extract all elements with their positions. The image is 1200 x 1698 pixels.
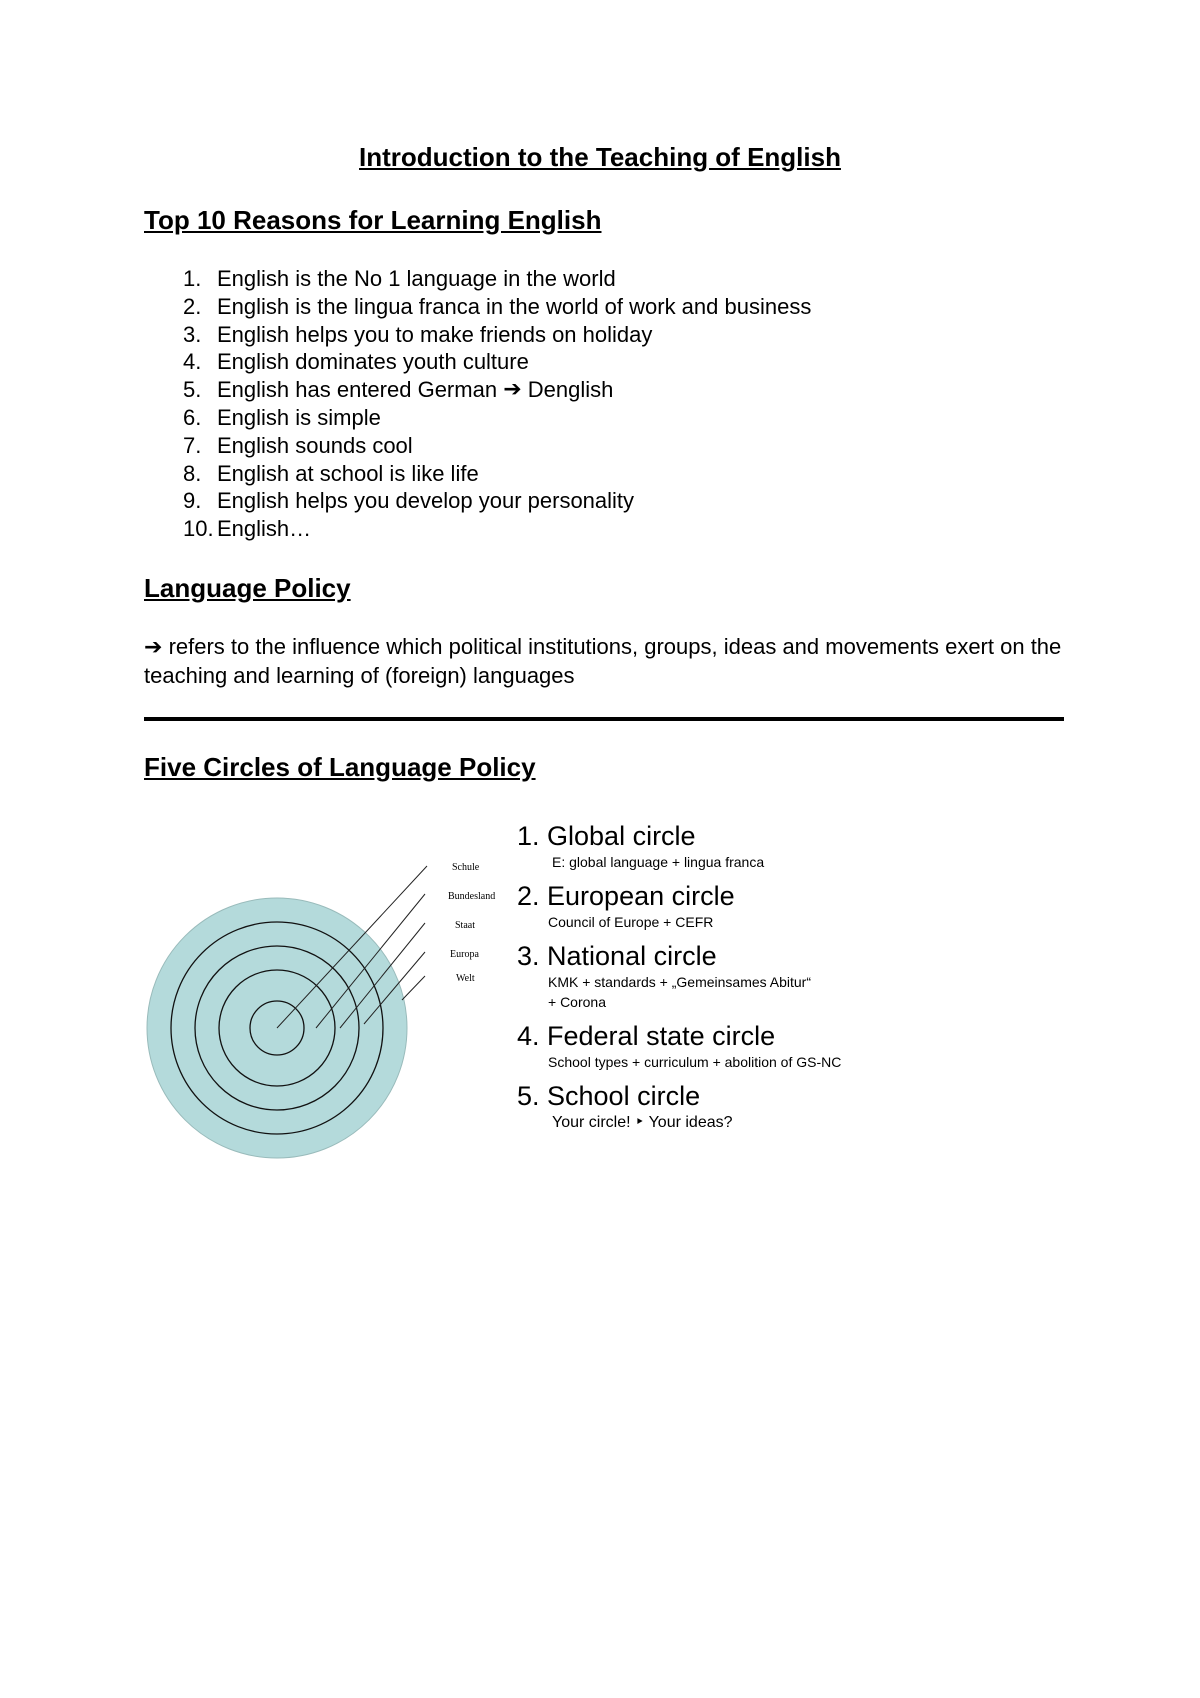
circle-description: KMK + standards + „Gemeinsames Abitur“: [548, 974, 811, 990]
list-item: [144, 515, 1104, 543]
list-number: 3.: [183, 321, 202, 347]
list-number: 10.: [183, 516, 214, 542]
list-number: 5.: [183, 377, 202, 403]
diagram-label-schule: Schule: [452, 862, 480, 873]
list-number: 9.: [183, 488, 202, 514]
reasons-list: [144, 265, 1104, 543]
page-title: Introduction to the Teaching of English: [359, 142, 841, 172]
policy-heading: Language Policy: [144, 573, 351, 603]
list-item: [144, 265, 1104, 293]
list-item: [144, 321, 1104, 349]
diagram-label-bundesland: Bundesland: [448, 891, 496, 902]
list-text: English dominates youth culture: [217, 349, 529, 375]
diagram-label-staat: Staat: [455, 920, 475, 931]
circle-description: School types + curriculum + abolition of GS-NC: [548, 1054, 842, 1070]
circle-title: 3. National circle: [517, 941, 717, 971]
circle-description: Council of Europe + CEFR: [548, 914, 714, 930]
list-text: English has entered German: [217, 377, 498, 403]
arrow-right-icon: ➔: [503, 377, 522, 403]
circle-title: 5. School circle: [517, 1081, 701, 1111]
circle-title: 4. Federal state circle: [517, 1021, 776, 1051]
policy-definition: [144, 633, 1064, 690]
list-item: [144, 293, 1104, 321]
diagram-label-welt: Welt: [456, 973, 475, 984]
list-item: [144, 404, 1104, 432]
list-item: [144, 376, 1104, 404]
list-text: English…: [217, 516, 312, 542]
circle-description: Your circle! ‣ Your ideas?: [552, 1114, 733, 1131]
list-item: [517, 1080, 937, 1134]
list-number: 6.: [183, 404, 202, 430]
diagram-label-europa: Europa: [450, 949, 479, 960]
divider: [144, 717, 1064, 721]
circles-list: [517, 820, 937, 1142]
list-number: 2.: [183, 293, 202, 319]
list-item: [144, 432, 1104, 460]
list-text: English helps you to make friends on holiday: [217, 321, 653, 347]
circles-heading: Five Circles of Language Policy: [144, 752, 536, 782]
policy-definition-text: refers to the influence which political institutions, groups, ideas and movements exert on the teaching and learning of (foreign) languages: [144, 634, 1062, 688]
list-text: English is simple: [217, 404, 381, 430]
list-text: English is the lingua franca in the world of work and business: [217, 293, 812, 319]
list-number: 1.: [183, 266, 202, 291]
list-text: English is the No 1 language in the world: [217, 266, 616, 291]
list-item: [517, 880, 937, 932]
list-item: [517, 820, 937, 872]
list-item: [144, 487, 1104, 515]
list-text-denglish: Denglish: [527, 377, 614, 403]
pointer-line-welt: [402, 976, 425, 1000]
list-text: English sounds cool: [217, 432, 413, 458]
circle-title: 1. Global circle: [517, 821, 696, 851]
list-item: [144, 460, 1104, 488]
circle-description: E: global language + lingua franca: [552, 854, 765, 870]
concentric-circles-diagram: [140, 820, 510, 1170]
list-item: [144, 348, 1104, 376]
reasons-heading: Top 10 Reasons for Learning English: [144, 205, 602, 235]
list-text: English at school is like life: [217, 460, 479, 486]
list-number: 8.: [183, 460, 202, 486]
circle-description: + Corona: [548, 994, 606, 1010]
list-item: [517, 940, 937, 1012]
list-text: English helps you develop your personality: [217, 488, 635, 514]
circle-title: 2. European circle: [517, 881, 735, 911]
list-number: 7.: [183, 432, 202, 458]
list-number: 4.: [183, 349, 202, 375]
arrow-right-icon: ➔: [144, 635, 163, 660]
list-item: [517, 1020, 937, 1072]
